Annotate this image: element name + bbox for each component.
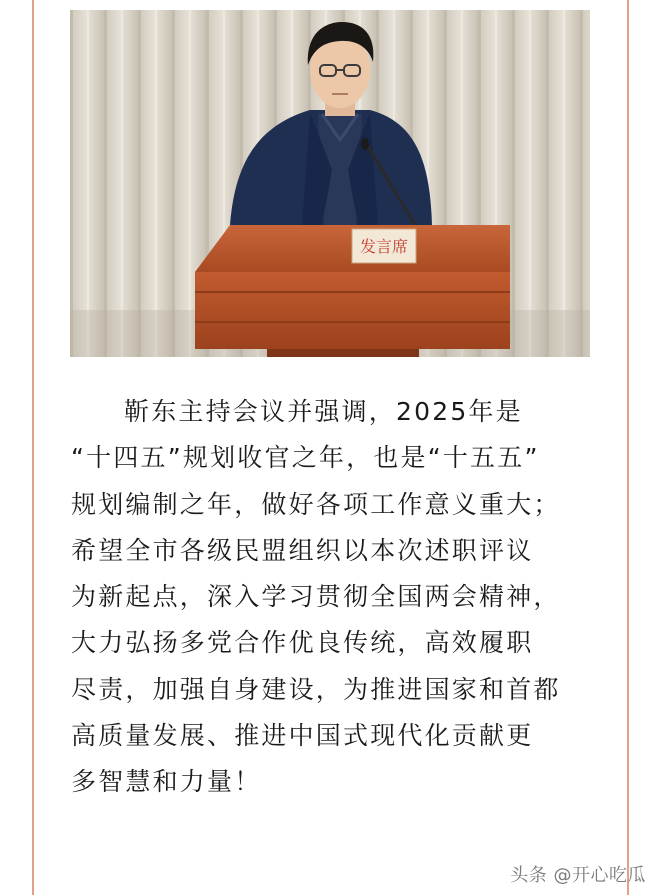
article-line: “十四五”规划收官之年，也是“十五五” [71,443,540,473]
article-line: 大力弘扬多党合作优良传统，高效履职 [71,628,534,658]
speaker-photo [70,10,590,357]
article-body [71,389,596,806]
left-border-line [32,0,34,895]
article-line: 为新起点，深入学习贯彻全国两会精神， [71,582,561,612]
article-line: 多智慧和力量！ [71,767,262,797]
right-border-line [627,0,629,895]
source-watermark: 头条 @开心吃瓜 [510,865,646,886]
article-line: 尽责，加强自身建设，为推进国家和首都 [71,674,561,704]
article-line: 高质量发展、推进中国式现代化贡献更 [71,721,534,751]
article-line: 希望全市各级民盟组织以本次述职评议 [71,535,534,565]
podium [195,225,510,357]
article-line: 靳东主持会议并强调，2025年是 [124,397,523,426]
podium-sign-text: 发言席 [359,237,409,256]
article-line: 规划编制之年，做好各项工作意义重大； [71,489,561,519]
